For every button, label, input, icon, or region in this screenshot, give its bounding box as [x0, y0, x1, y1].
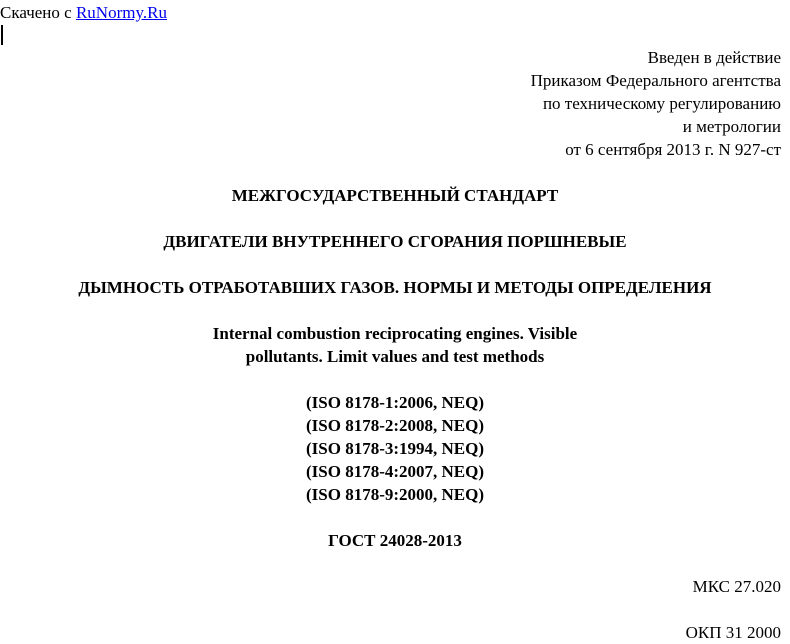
enactment-line: Приказом Федерального агентства	[530, 71, 781, 90]
title-ru-line-1: ДВИГАТЕЛИ ВНУТРЕННЕГО СГОРАНИЯ ПОРШНЕВЫЕ	[163, 232, 627, 251]
enactment-line: по техническому регулированию	[542, 94, 781, 113]
iso-reference: (ISO 8178-2:2008, NEQ)	[305, 416, 485, 435]
enactment-line: от 6 сентября 2013 г. N 927-ст	[565, 140, 781, 159]
gost-number: ГОСТ 24028-2013	[328, 531, 462, 550]
enactment-block	[531, 46, 781, 161]
mks-code: МКС 27.020	[692, 577, 781, 596]
iso-reference: (ISO 8178-3:1994, NEQ)	[305, 439, 485, 458]
enactment-line: Введен в действие	[647, 48, 781, 67]
iso-reference: (ISO 8178-1:2006, NEQ)	[305, 393, 485, 412]
title-en-line-1: Internal combustion reciprocating engines. Visible	[212, 324, 578, 343]
standard-type-heading: МЕЖГОСУДАРСТВЕННЫЙ СТАНДАРТ	[231, 186, 559, 205]
iso-reference: (ISO 8178-9:2000, NEQ)	[305, 485, 485, 504]
source-line	[0, 1, 167, 24]
title-ru-line-2: ДЫМНОСТЬ ОТРАБОТАВШИХ ГАЗОВ. НОРМЫ И МЕТОДЫ ОПРЕДЕЛЕНИЯ	[78, 278, 712, 297]
enactment-line: и метрологии	[682, 117, 781, 136]
source-link[interactable]: RuNormy.Ru	[75, 3, 167, 22]
title-en-line-2: pollutants. Limit values and test methods	[245, 347, 545, 366]
text-cursor	[1, 25, 3, 45]
iso-reference: (ISO 8178-4:2007, NEQ)	[305, 462, 485, 481]
okp-code: ОКП 31 2000	[685, 623, 781, 642]
source-prefix: Скачено с	[0, 3, 76, 22]
